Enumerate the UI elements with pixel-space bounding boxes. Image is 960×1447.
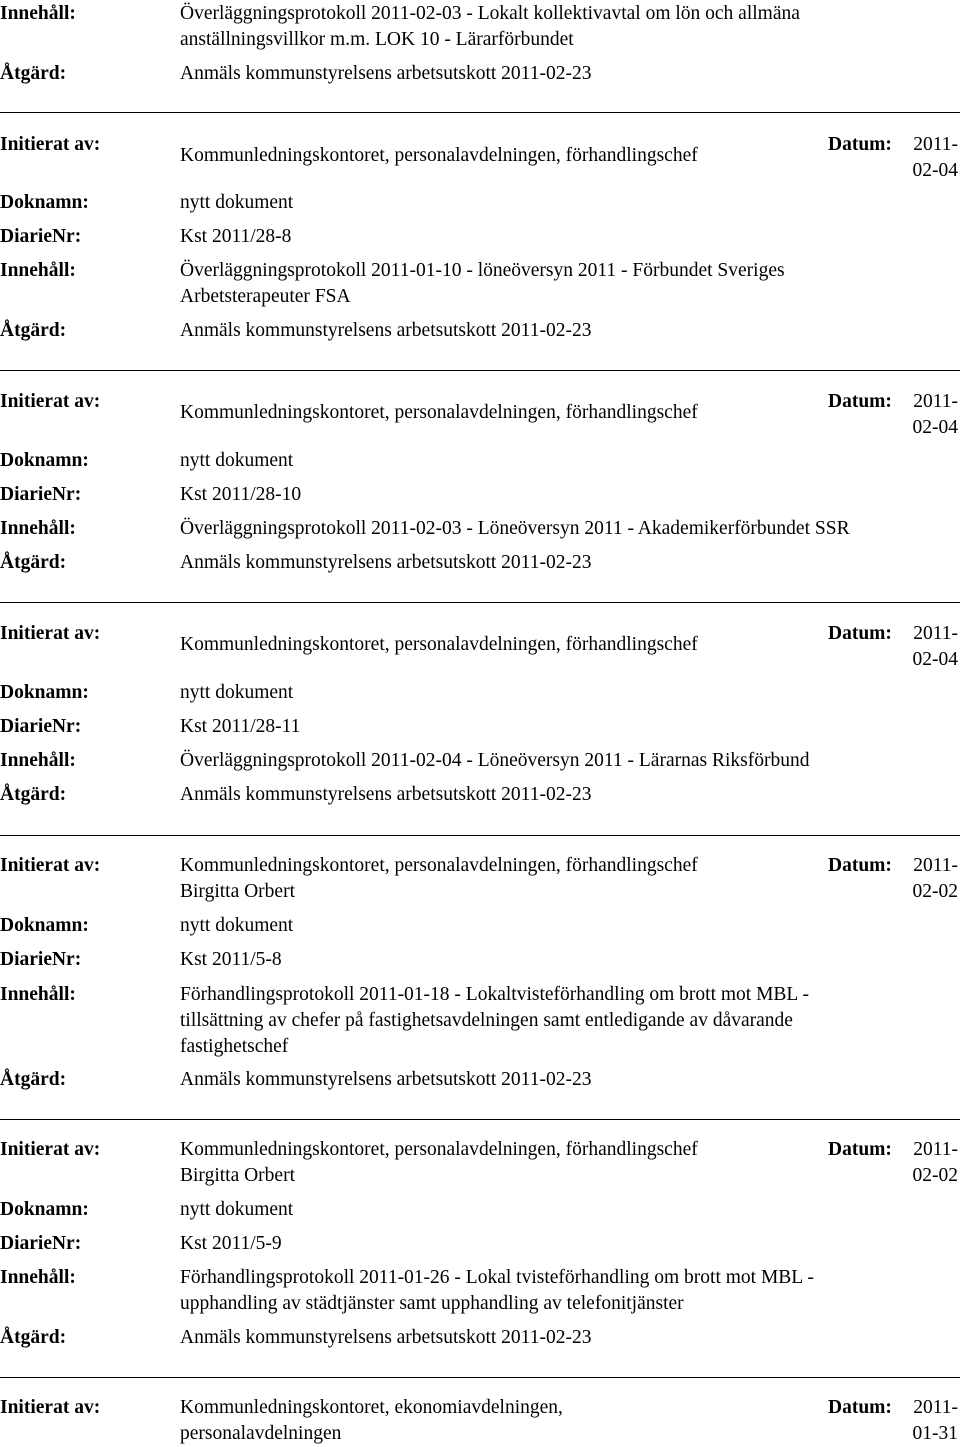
label-datum: Datum:: [828, 623, 892, 644]
label-doknamn: Doknamn:: [0, 682, 89, 703]
label-atgard: Åtgärd:: [0, 320, 67, 341]
label-innehall: Innehåll:: [0, 3, 76, 24]
diarienr-text: Kst 2011/28-10: [180, 484, 302, 505]
label-datum: Datum:: [828, 1397, 892, 1418]
label-diarienr: DiarieNr:: [0, 484, 82, 505]
divider: [0, 602, 960, 603]
datum-line: 2011-: [913, 391, 958, 412]
datum-line: 01-31: [912, 1423, 958, 1444]
label-initierat: Initierat av:: [0, 391, 101, 412]
innehall-line: anställningsvillkor m.m. LOK 10 - Lärarförbundet: [180, 29, 574, 50]
label-atgard: Åtgärd:: [0, 784, 67, 805]
diarienr-text: Kst 2011/28-11: [180, 716, 301, 737]
datum-line: 2011-: [913, 134, 958, 155]
innehall-text: [180, 1265, 814, 1317]
divider: [0, 1119, 960, 1120]
atgard-text: Anmäls kommunstyrelsens arbetsutskott 2011-02-23: [180, 1069, 592, 1090]
label-doknamn: Doknamn:: [0, 192, 89, 213]
label-doknamn: Doknamn:: [0, 915, 89, 936]
initierat-text: Kommunledningskontoret, personalavdelningen, förhandlingschef: [180, 145, 698, 166]
label-initierat: Initierat av:: [0, 855, 101, 876]
datum-line: 02-04: [912, 649, 958, 670]
initierat-text: Kommunledningskontoret, personalavdelningen, förhandlingschef: [180, 634, 698, 655]
diarienr-text: Kst 2011/28-8: [180, 226, 292, 247]
doknamn-text: nytt dokument: [180, 1199, 294, 1220]
atgard-text: Anmäls kommunstyrelsens arbetsutskott 2011-02-23: [180, 784, 592, 805]
innehall-line: Överläggningsprotokoll 2011-02-03 - Löneöversyn 2011 - Akademikerförbundet SSR: [180, 518, 850, 539]
diarienr-text: Kst 2011/5-9: [180, 1233, 282, 1254]
label-innehall: Innehåll:: [0, 1267, 76, 1288]
label-atgard: Åtgärd:: [0, 1069, 67, 1090]
innehall-text: [180, 748, 809, 774]
innehall-line: upphandling av städtjänster samt upphandling av telefonitjänster: [180, 1293, 684, 1314]
datum-line: 2011-: [913, 623, 958, 644]
datum-value: [888, 132, 958, 184]
doknamn-text: nytt dokument: [180, 682, 294, 703]
label-datum: Datum:: [828, 134, 892, 155]
initierat-text: [180, 1395, 563, 1447]
doknamn-text: nytt dokument: [180, 192, 294, 213]
initierat-text: [180, 1137, 698, 1189]
datum-value: [888, 853, 958, 905]
datum-line: 2011-: [913, 1139, 958, 1160]
innehall-line: Arbetsterapeuter FSA: [180, 286, 351, 307]
innehall-text: [180, 516, 850, 542]
label-initierat: Initierat av:: [0, 1397, 101, 1418]
label-datum: Datum:: [828, 855, 892, 876]
divider: [0, 112, 960, 113]
label-atgard: Åtgärd:: [0, 552, 67, 573]
initierat-text: Kommunledningskontoret, personalavdelningen, förhandlingschef: [180, 402, 698, 423]
label-initierat: Initierat av:: [0, 1139, 101, 1160]
datum-value: [888, 1137, 958, 1189]
initierat-line: Kommunledningskontoret, personalavdelningen, förhandlingschef: [180, 1139, 698, 1160]
label-innehall: Innehåll:: [0, 260, 76, 281]
label-innehall: Innehåll:: [0, 518, 76, 539]
label-doknamn: Doknamn:: [0, 450, 89, 471]
innehall-line: fastighetschef: [180, 1036, 289, 1057]
initierat-line: Kommunledningskontoret, ekonomiavdelningen,: [180, 1397, 563, 1418]
datum-value: [888, 621, 958, 673]
initierat-line: Birgitta Orbert: [180, 881, 295, 902]
label-diarienr: DiarieNr:: [0, 1233, 82, 1254]
label-initierat: Initierat av:: [0, 623, 101, 644]
atgard-text: Anmäls kommunstyrelsens arbetsutskott 2011-02-23: [180, 320, 592, 341]
initierat-line: Kommunledningskontoret, personalavdelningen, förhandlingschef: [180, 855, 698, 876]
initierat-line: personalavdelningen: [180, 1423, 342, 1444]
innehall-text: [180, 982, 809, 1060]
label-doknamn: Doknamn:: [0, 1199, 89, 1220]
divider: [0, 835, 960, 836]
atgard-text: Anmäls kommunstyrelsens arbetsutskott 2011-02-23: [180, 552, 592, 573]
datum-value: [888, 1395, 958, 1447]
innehall-line: Förhandlingsprotokoll 2011-01-26 - Lokal tvisteförhandling om brott mot MBL -: [180, 1267, 814, 1288]
label-initierat: Initierat av:: [0, 134, 101, 155]
datum-line: 02-04: [912, 417, 958, 438]
doknamn-text: nytt dokument: [180, 450, 294, 471]
diarienr-text: Kst 2011/5-8: [180, 949, 282, 970]
innehall-text: [180, 258, 785, 310]
label-innehall: Innehåll:: [0, 984, 76, 1005]
datum-line: 2011-: [913, 855, 958, 876]
innehall-line: Överläggningsprotokoll 2011-01-10 - löneöversyn 2011 - Förbundet Sveriges: [180, 260, 785, 281]
label-atgard: Åtgärd:: [0, 1327, 67, 1348]
label-innehall: Innehåll:: [0, 750, 76, 771]
label-diarienr: DiarieNr:: [0, 226, 82, 247]
innehall-line: tillsättning av chefer på fastighetsavdelningen samt entledigande av dåvarande: [180, 1010, 793, 1031]
atgard-text: Anmäls kommunstyrelsens arbetsutskott 2011-02-23: [180, 1327, 592, 1348]
innehall-line: Överläggningsprotokoll 2011-02-04 - Löneöversyn 2011 - Lärarnas Riksförbund: [180, 750, 810, 771]
datum-line: 2011-: [913, 1397, 958, 1418]
initierat-line: Birgitta Orbert: [180, 1165, 295, 1186]
innehall-text: [180, 1, 800, 53]
datum-line: 02-04: [912, 160, 958, 181]
atgard-text: Anmäls kommunstyrelsens arbetsutskott 2011-02-23: [180, 63, 592, 84]
datum-value: [888, 389, 958, 441]
doknamn-text: nytt dokument: [180, 915, 294, 936]
label-diarienr: DiarieNr:: [0, 716, 82, 737]
divider: [0, 370, 960, 371]
label-diarienr: DiarieNr:: [0, 949, 82, 970]
label-datum: Datum:: [828, 391, 892, 412]
datum-line: 02-02: [912, 881, 958, 902]
initierat-text: [180, 853, 698, 905]
innehall-line: Förhandlingsprotokoll 2011-01-18 - Lokaltvisteförhandling om brott mot MBL -: [180, 984, 809, 1005]
datum-line: 02-02: [912, 1165, 958, 1186]
label-datum: Datum:: [828, 1139, 892, 1160]
label-atgard: Åtgärd:: [0, 63, 67, 84]
divider: [0, 1377, 960, 1378]
innehall-line: Överläggningsprotokoll 2011-02-03 - Lokalt kollektivavtal om lön och allmäna: [180, 3, 800, 24]
